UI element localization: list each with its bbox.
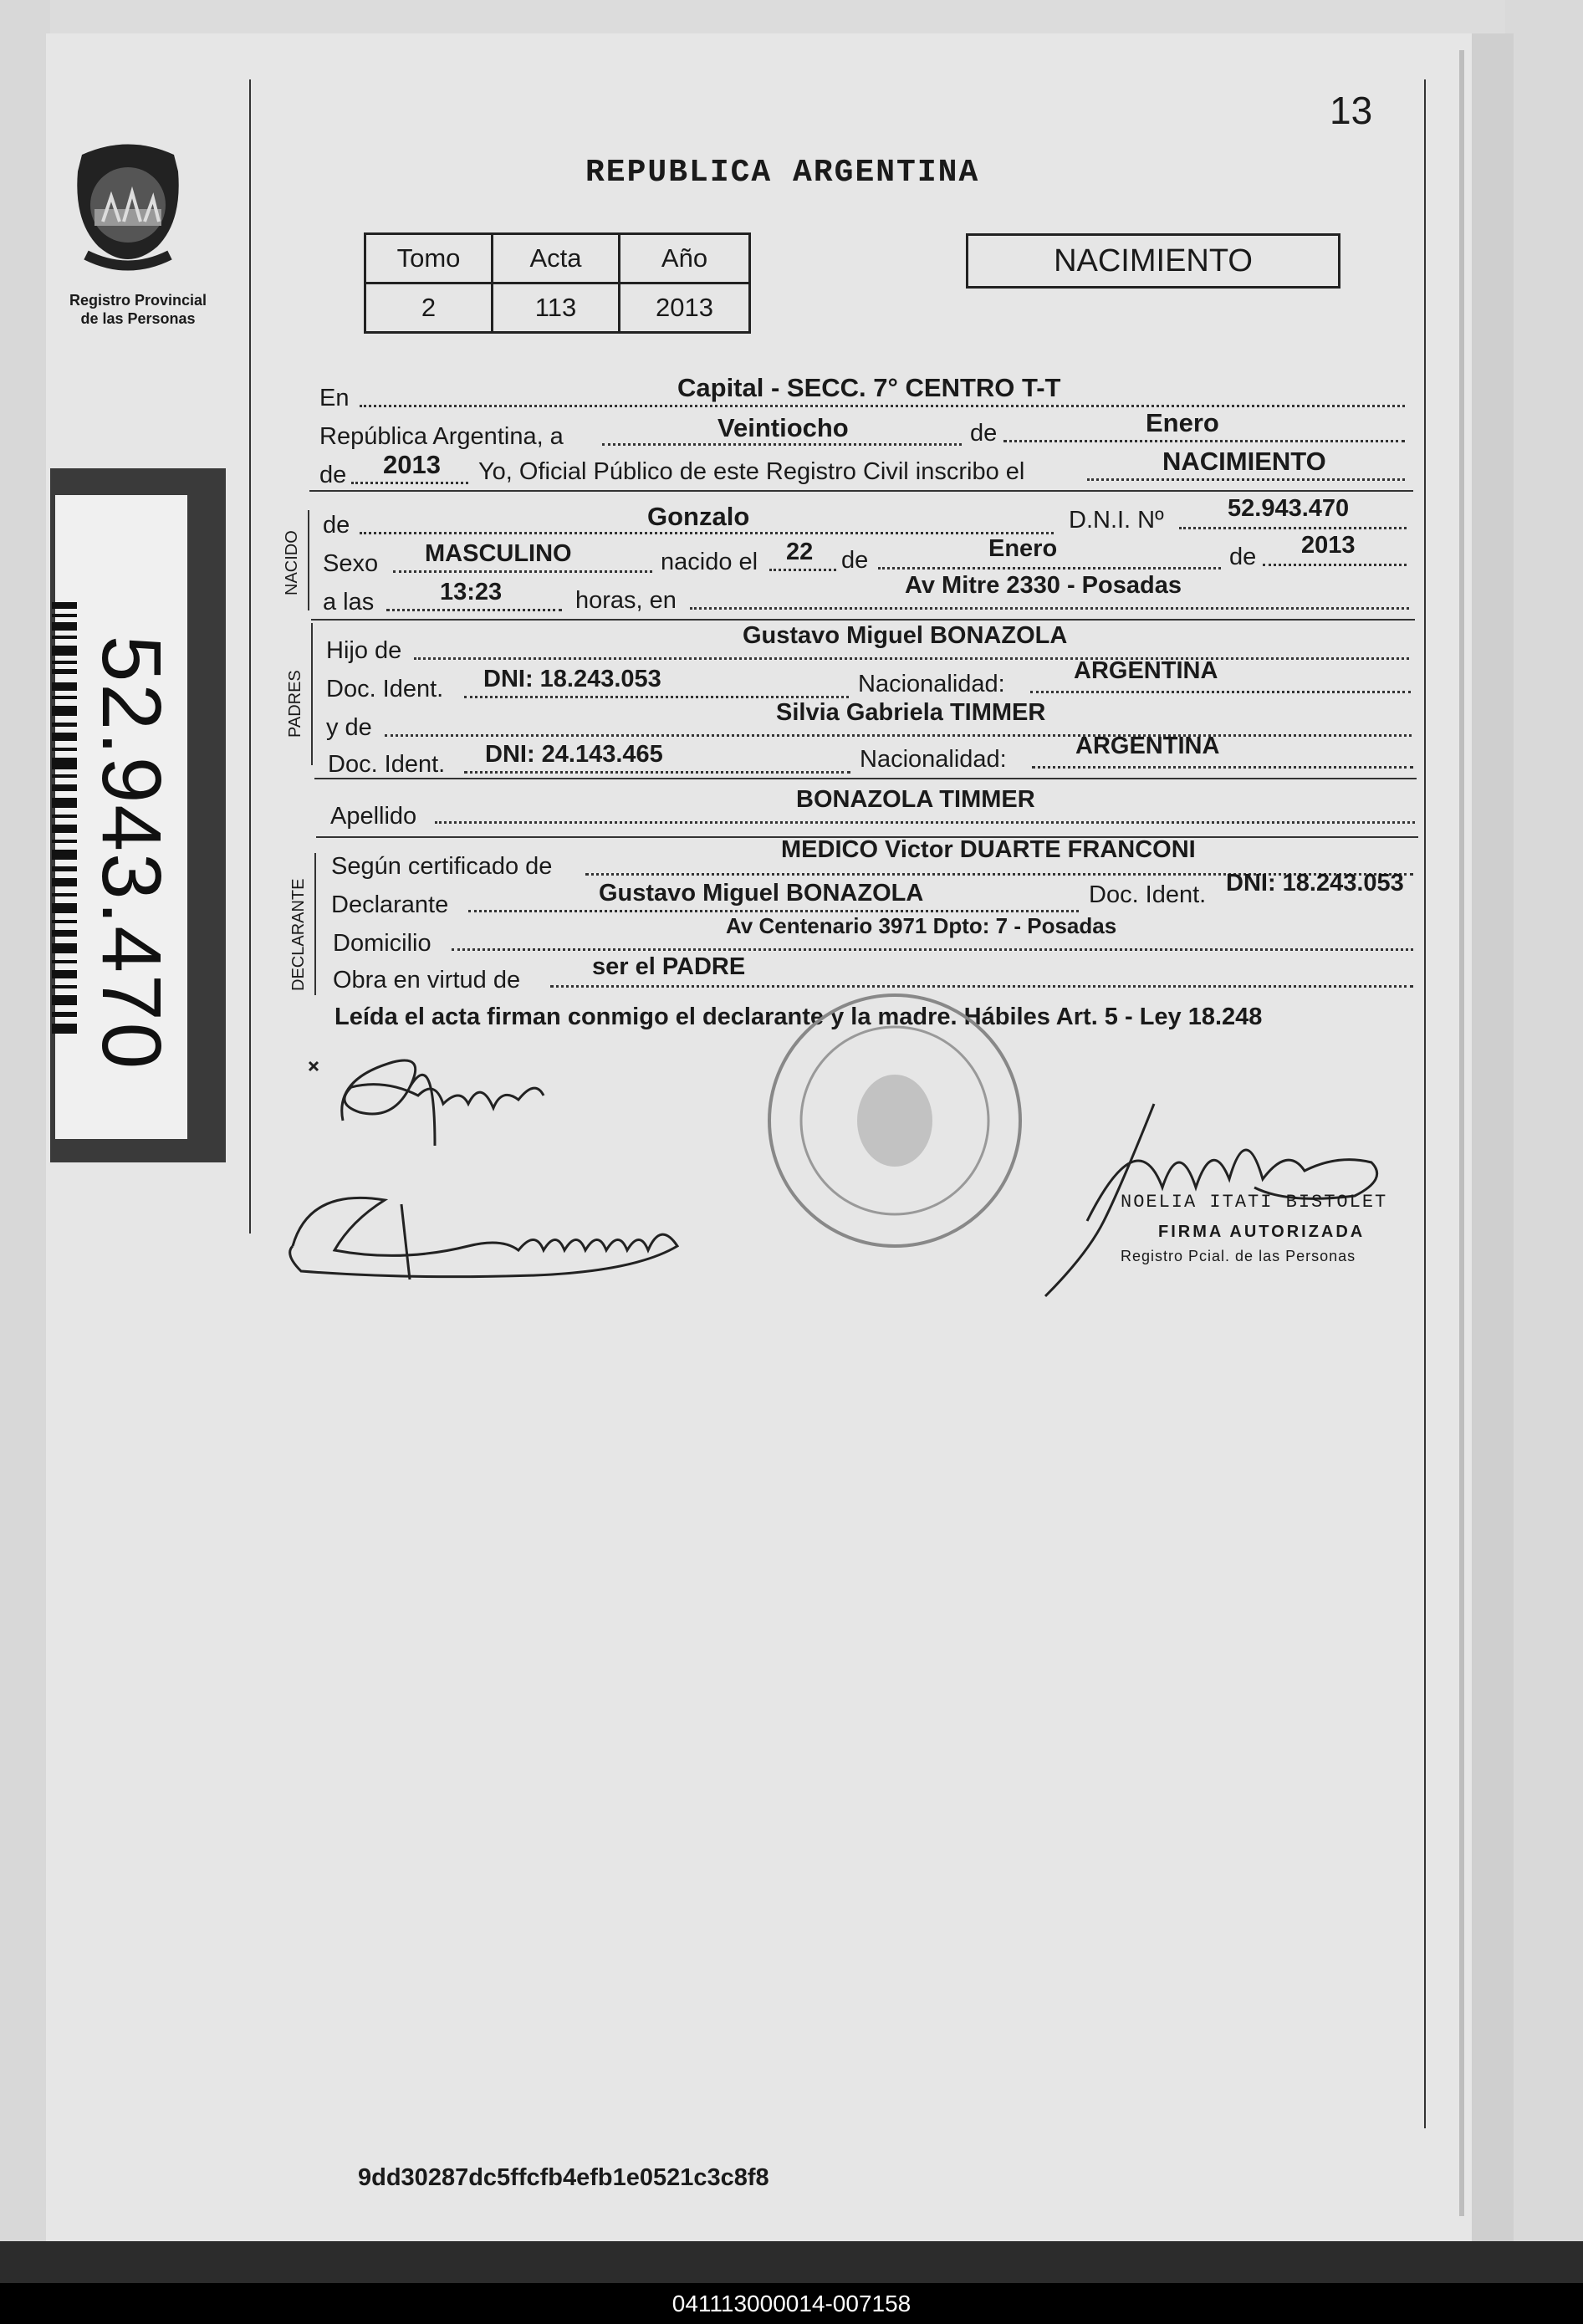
dotted-line: [464, 771, 850, 774]
label-y-de: y de: [326, 714, 372, 741]
signer-registry: Registro Pcial. de las Personas: [1121, 1248, 1356, 1264]
label-doc-ident-3: Doc. Ident.: [1089, 881, 1207, 908]
dotted-line: [690, 607, 1409, 610]
dotted-line: [602, 443, 962, 446]
value-mes: Enero: [1146, 408, 1219, 437]
table-cell-anio: 2013: [620, 283, 750, 333]
barcode-icon: [52, 602, 77, 1037]
label-en: En: [319, 385, 350, 411]
label-nacionalidad-1: Nacionalidad:: [858, 671, 1005, 697]
padres-bracket: [311, 623, 313, 765]
label-nacionalidad-2: Nacionalidad:: [860, 746, 1007, 773]
dotted-line: [769, 569, 836, 571]
dotted-line: [360, 532, 1054, 534]
document-hash: 9dd30287dc5ffcfb4efb1e0521c3c8f8: [358, 2164, 769, 2191]
label-de-2: de: [319, 462, 347, 488]
value-dni: 52.943.470: [1228, 495, 1350, 522]
nacido-bracket: [308, 510, 309, 610]
page-title: REPUBLICA ARGENTINA: [585, 155, 980, 191]
value-padre: Gustavo Miguel BONAZOLA: [743, 622, 1068, 649]
label-doc-ident-1: Doc. Ident.: [326, 676, 444, 702]
label-doc-ident-2: Doc. Ident.: [328, 751, 446, 778]
barcode-number: 52.943.470: [84, 635, 178, 1071]
label-de-5: de: [1229, 544, 1257, 570]
label-declarante: Declarante: [331, 891, 449, 918]
side-label-padres: PADRES: [286, 670, 304, 738]
dotted-line: [393, 570, 652, 573]
value-hora: 13:23: [440, 579, 503, 605]
label-horas-en: horas, en: [575, 587, 677, 614]
value-padre-dni: DNI: 18.243.053: [483, 666, 661, 692]
value-anio: 2013: [383, 450, 441, 479]
signer-role: FIRMA AUTORIZADA: [1158, 1223, 1366, 1241]
label-hijo-de: Hijo de: [326, 637, 402, 664]
seal-caption-line-2: de las Personas: [80, 310, 196, 327]
section-rule: [314, 778, 1417, 779]
side-label-nacido: NACIDO: [283, 530, 301, 595]
label-domicilio: Domicilio: [333, 930, 431, 957]
page-edge: [1472, 33, 1514, 2241]
closing-statement: Leída el acta firman conmigo el declarante y la madre. Hábiles Art. 5 - Ley 18.248: [334, 1004, 1263, 1030]
table-header-row: [365, 234, 750, 283]
registry-table: [364, 232, 751, 334]
background-top: [0, 0, 1583, 33]
table-header-acta: Acta: [493, 234, 620, 283]
table-header-anio: Año: [620, 234, 750, 283]
label-yo-oficial: Yo, Oficial Público de este Registro Civil inscribo el: [478, 458, 1025, 485]
dotted-line: [1087, 478, 1405, 481]
dotted-line: [1032, 766, 1413, 769]
label-de-3: de: [323, 512, 350, 539]
dotted-line: [1003, 440, 1405, 442]
value-madre-dni: DNI: 24.143.465: [485, 741, 663, 768]
dotted-line: [1263, 564, 1407, 566]
label-republica: República Argentina, a: [319, 423, 564, 450]
value-obra: ser el PADRE: [592, 953, 746, 980]
value-mes-nac: Enero: [988, 535, 1058, 562]
dotted-line: [452, 948, 1413, 951]
label-a-las: a las: [323, 589, 375, 615]
dotted-line: [385, 734, 1412, 737]
value-madre-nac: ARGENTINA: [1075, 733, 1220, 759]
dotted-line: [1030, 691, 1411, 693]
dotted-line: [386, 609, 562, 611]
background-right: [1505, 0, 1583, 2324]
province-seal-icon: [65, 138, 191, 272]
dotted-line: [414, 657, 1409, 660]
value-lugar: Capital - SECC. 7° CENTRO T-T: [677, 373, 1061, 402]
value-certificado: MEDICO Victor DUARTE FRANCONI: [781, 836, 1196, 863]
signature-madre-icon: [284, 1171, 694, 1296]
value-nombre: Gonzalo: [647, 502, 750, 531]
label-nacido-el: nacido el: [661, 549, 758, 575]
value-declarante: Gustavo Miguel BONAZOLA: [599, 880, 924, 907]
table-cell-acta: 113: [493, 283, 620, 333]
dotted-line: [435, 821, 1415, 824]
background-left: [0, 0, 50, 2324]
value-tipo: NACIMIENTO: [1162, 447, 1326, 476]
footer-code: 041113000014-007158: [0, 2283, 1583, 2324]
dotted-line: [360, 405, 1405, 407]
label-segun: Según certificado de: [331, 853, 553, 880]
table-cell-tomo: 2: [365, 283, 493, 333]
dotted-line: [351, 482, 468, 484]
value-lugar-nac: Av Mitre 2330 - Posadas: [905, 572, 1182, 599]
value-sexo: MASCULINO: [425, 540, 572, 567]
section-rule: [309, 490, 1413, 492]
value-padre-nac: ARGENTINA: [1074, 657, 1218, 684]
label-apellido: Apellido: [330, 803, 417, 830]
seal-caption-line-1: Registro Provincial: [69, 292, 207, 309]
signer-name: NOELIA ITATI BISTOLET: [1121, 1192, 1388, 1213]
dotted-line: [468, 910, 1079, 912]
value-domicilio: Av Centenario 3971 Dpto: 7 - Posadas: [726, 913, 1117, 938]
page-edge-inner: [1459, 50, 1464, 2216]
right-margin-line: [1424, 79, 1426, 2128]
left-margin-line: [249, 79, 251, 1234]
label-dni: D.N.I. Nº: [1069, 507, 1164, 534]
label-obra: Obra en virtud de: [333, 967, 521, 993]
table-header-tomo: Tomo: [365, 234, 493, 283]
table-row: [365, 283, 750, 333]
label-sexo: Sexo: [323, 550, 379, 577]
label-de-4: de: [841, 547, 869, 574]
seal-caption: [50, 291, 226, 328]
value-anio-nac: 2013: [1301, 532, 1356, 559]
value-dia: Veintiocho: [717, 413, 849, 442]
dotted-line: [1179, 527, 1407, 529]
label-de-1: de: [970, 420, 998, 447]
value-apellido: BONAZOLA TIMMER: [796, 786, 1035, 813]
act-type-box: NACIMIENTO: [966, 233, 1340, 289]
signature-declarante-icon: [301, 1029, 569, 1162]
value-dia-nac: 22: [786, 539, 814, 565]
value-declarante-dni: DNI: 18.243.053: [1226, 870, 1404, 896]
value-madre: Silvia Gabriela TIMMER: [776, 699, 1046, 726]
declarante-bracket: [314, 853, 316, 995]
dotted-line: [464, 696, 849, 698]
dotted-line: [878, 567, 1221, 570]
section-rule: [311, 619, 1415, 621]
official-stamp-icon: [744, 970, 1045, 1271]
page-number: 13: [1330, 89, 1373, 132]
side-label-declarante: DECLARANTE: [289, 878, 308, 991]
